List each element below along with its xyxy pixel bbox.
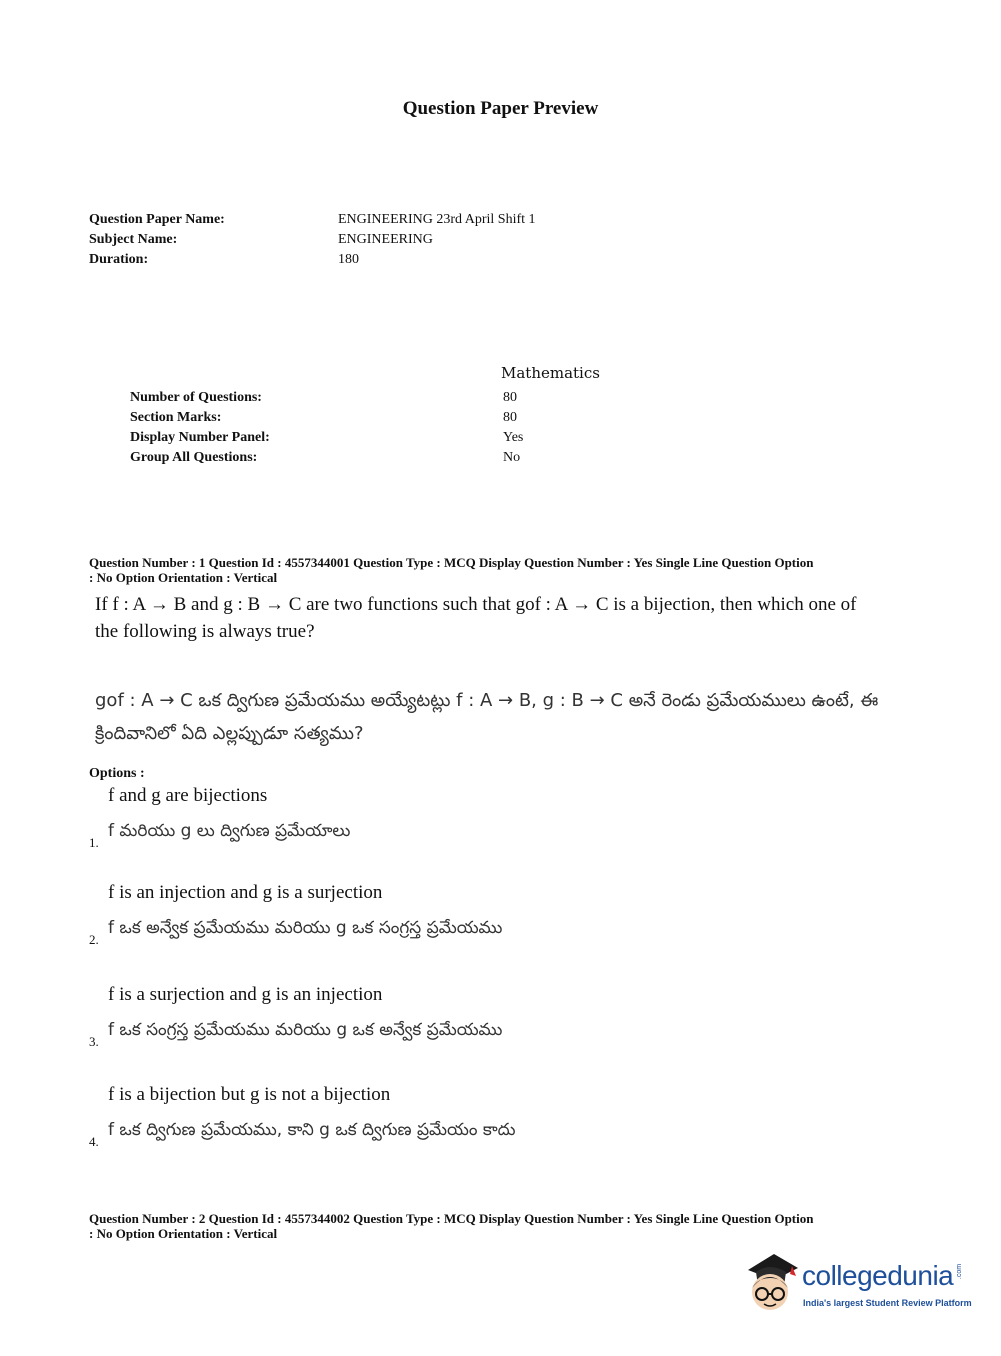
logo-tagline: India's largest Student Review Platform bbox=[803, 1298, 972, 1308]
section-row-value: Yes bbox=[503, 430, 524, 445]
logo-wordmark: collegedunia bbox=[802, 1260, 954, 1291]
logo-suffix: .com bbox=[956, 1263, 964, 1280]
option-3-number: 3. bbox=[89, 1034, 99, 1049]
option-2-number: 2. bbox=[89, 932, 99, 947]
question-2-header-line2: : No Option Orientation : Vertical bbox=[89, 1226, 278, 1241]
option-3-telugu: f ఒక సంగ్రస్త ప్రమేయము మరియు g ఒక అన్వేక ప్రమేయము bbox=[108, 1020, 503, 1040]
subject-name-value: ENGINEERING bbox=[338, 232, 433, 247]
paper-name-value: ENGINEERING 23rd April Shift 1 bbox=[338, 212, 536, 227]
option-1-telugu: f మరియు g లు ద్విగుణ ప్రమేయాలు bbox=[108, 821, 351, 841]
option-2-telugu: f ఒక అన్వేక ప్రమేయము మరియు g ఒక సంగ్రస్త ప్రమేయము bbox=[108, 918, 503, 938]
question-2-header bbox=[89, 1211, 919, 1241]
section-row-label: Group All Questions: bbox=[130, 450, 258, 465]
question-1-header bbox=[89, 555, 919, 585]
option-4-number: 4. bbox=[89, 1134, 99, 1149]
option-1-english: f and g are bijections bbox=[108, 785, 268, 806]
duration-label: Duration: bbox=[89, 252, 149, 267]
section-row-value: 80 bbox=[503, 390, 517, 405]
question-2-header-line1: Question Number : 2 Question Id : 4557344002 Question Type : MCQ Display Question Number : Yes Single Line Question Option bbox=[89, 1211, 814, 1226]
option-4-english: f is a bijection but g is not a bijection bbox=[108, 1084, 391, 1105]
section-title: Mathematics bbox=[501, 364, 600, 382]
question-1-header-line1: Question Number : 1 Question Id : 4557344001 Question Type : MCQ Display Question Number : Yes Single Line Question Option bbox=[89, 555, 814, 570]
option-1-number: 1. bbox=[89, 835, 99, 850]
subject-name-label: Subject Name: bbox=[89, 232, 178, 247]
collegedunia-logo[interactable] bbox=[740, 1248, 970, 1318]
section-row-label: Section Marks: bbox=[130, 410, 222, 425]
section-row-value: No bbox=[503, 450, 521, 465]
section-row-label: Number of Questions: bbox=[130, 390, 262, 405]
paper-name-label: Question Paper Name: bbox=[89, 212, 225, 227]
duration-value: 180 bbox=[338, 252, 359, 267]
option-2-english: f is an injection and g is a surjection bbox=[108, 882, 383, 903]
options-label: Options : bbox=[89, 766, 145, 781]
section-row-value: 80 bbox=[503, 410, 517, 425]
question-1-header-line2: : No Option Orientation : Vertical bbox=[89, 570, 278, 585]
section-row-label: Display Number Panel: bbox=[130, 430, 270, 445]
question-1-text-english: If f : A → B and g : B → C are two functions such that gof : A → C is a bijection, then which one of the following is always true? bbox=[95, 594, 857, 642]
option-4-telugu: f ఒక ద్విగుణ ప్రమేయము, కాని g ఒక ద్విగుణ ప్రమేయం కాదు bbox=[108, 1120, 516, 1140]
page-title: Question Paper Preview bbox=[402, 98, 599, 119]
question-1-text-telugu: gof : A → C ఒక ద్విగుణ ప్రమేయము అయ్యేటట్లు f : A → B, g : B → C అనే రెండు ప్రమేయములు ఉంటే, ఈ క్రిందివానిలో ఏది ఎల్లప్పుడూ సత్యము? bbox=[95, 690, 879, 744]
mascot-icon bbox=[740, 1248, 802, 1314]
option-3-english: f is a surjection and g is an injection bbox=[108, 984, 383, 1005]
